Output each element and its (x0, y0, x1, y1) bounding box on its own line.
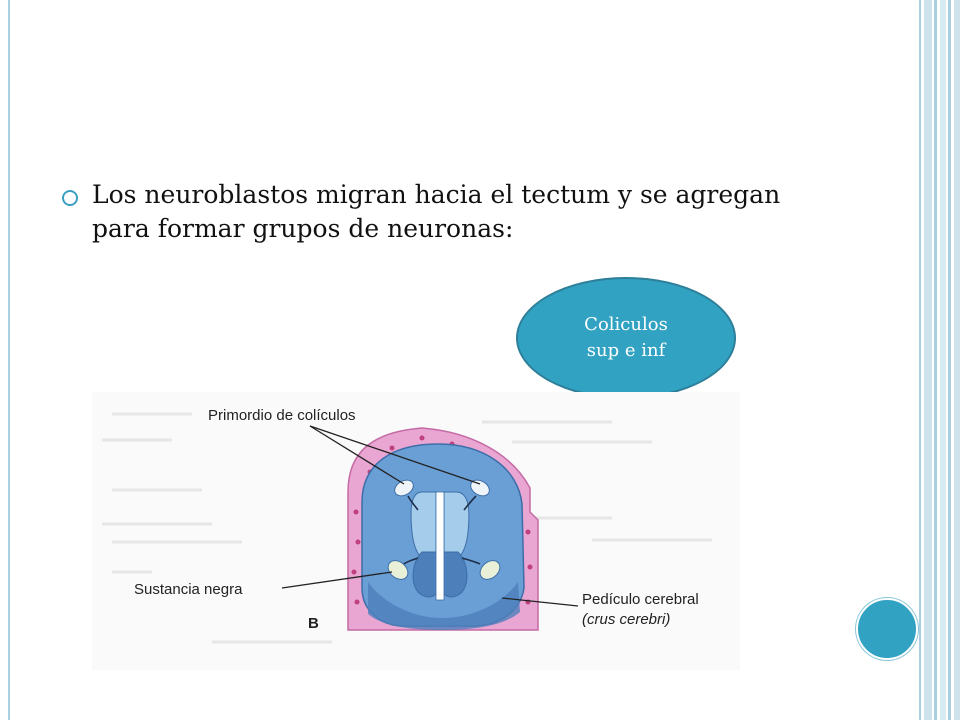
decorative-circle (856, 598, 918, 660)
panel-letter-b: B (308, 615, 319, 632)
bullet-text: Los neuroblastos migran hacia el tectum y se agregan para formar grupos de neuronas: (92, 180, 781, 243)
label-pediculo-cerebral: Pedículo cerebral (582, 591, 699, 608)
label-sustancia-negra: Sustancia negra (134, 581, 243, 598)
decorative-side-stripes (924, 0, 960, 720)
label-crus-cerebri: (crus cerebri) (582, 611, 671, 628)
bullet-item (62, 178, 822, 246)
midbrain-diagram-svg (92, 392, 740, 670)
callout-line-1: Coliculos (584, 314, 668, 335)
midbrain-diagram (92, 392, 740, 670)
callout-ellipse (516, 277, 736, 399)
label-primordio-coliculos: Primordio de colículos (208, 407, 356, 424)
bullet-circle-icon (62, 190, 78, 206)
central-canal (436, 492, 444, 600)
callout-line-2: sup e inf (586, 340, 666, 361)
